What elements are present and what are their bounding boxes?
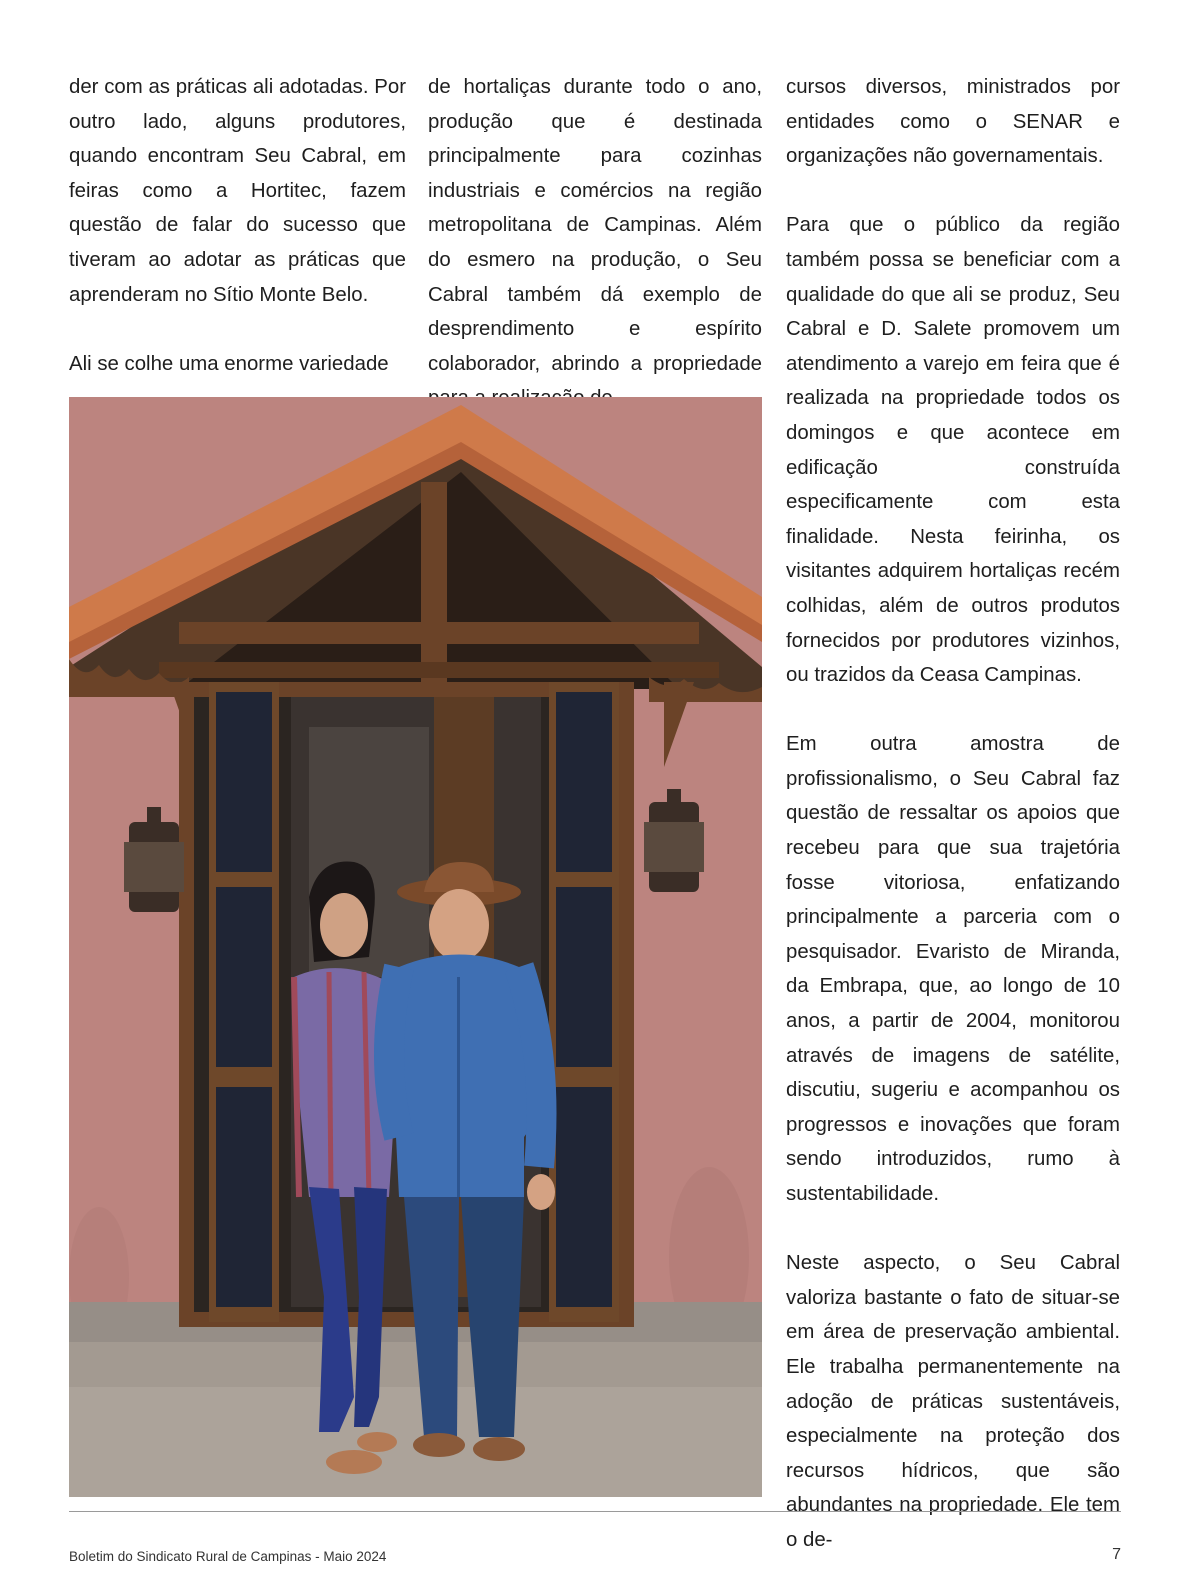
- paragraph: Ali se colhe uma enorme variedade: [69, 352, 389, 375]
- paragraph: de hortaliças durante todo o ano, produção que é destinada principalmente para cozinhas industriais e comércios na região metropolitana de Campinas. Além do esmero na produção, o Seu Cabral também dá exemplo de desprendimento e espírito colaborador, abrindo a propriedade: [428, 76, 762, 375]
- text-column-2: [428, 70, 762, 416]
- page-number: 7: [1112, 1546, 1121, 1563]
- text-column-3: [786, 70, 1120, 1558]
- couple-in-front-of-house-photo: [69, 397, 762, 1497]
- paragraph: Em outra amostra de profissionalismo, o Seu Cabral faz questão de ressaltar os apoios que recebeu para que sua trajetória fosse vitoriosa, enfatizando principalmente a parceria com o pesquisador. Evaristo de Miranda, da Embrapa, que, ao longo de 10 anos, a partir de 2004, monitorou através de imagens de satélite, discutiu, sugeriu e acompanhou os progressos e inovações que foram sendo introduzidos, rumo à sustentabilidade.: [786, 733, 1120, 1205]
- footer-divider: [69, 1511, 1121, 1512]
- paragraph: der com as práticas ali adotadas. Por outro lado, alguns produtores, quando encontram Seu Cabral, em feiras como a Hortitec, fazem questão de falar do sucesso que tiveram ao adotar as práticas que aprenderam no Sítio Monte Belo.: [69, 76, 406, 306]
- text-column-1: [69, 70, 406, 381]
- paragraph: Para que o público da região também possa se beneficiar com a qualidade do que ali se produz, Seu Cabral e D. Salete promovem um atendimento a varejo em feira que é realizada na propriedade todos os domingos e que acontece em edificação construída especificamente com esta finalidade. Nesta feirinha, os visitantes adquirem hortaliças recém colhidas, além de outros produtos fornecidos por produtores vizinhos, ou trazidos da Ceasa Campinas.: [786, 214, 1120, 687]
- paragraph: cursos diversos, ministrados por entidades como o SENAR e organizações não governamentais.: [786, 76, 1120, 168]
- paragraph: Neste aspecto, o Seu Cabral valoriza bastante o fato de situar-se em área de preservação ambiental. Ele trabalha permanentemente na adoção de práticas sustentáveis, especialmente na proteção dos recursos hídricos, que são abundantes na propriedade. Ele tem o de-: [786, 1252, 1120, 1551]
- footer-publication: Boletim do Sindicato Rural de Campinas - Maio 2024: [69, 1549, 387, 1564]
